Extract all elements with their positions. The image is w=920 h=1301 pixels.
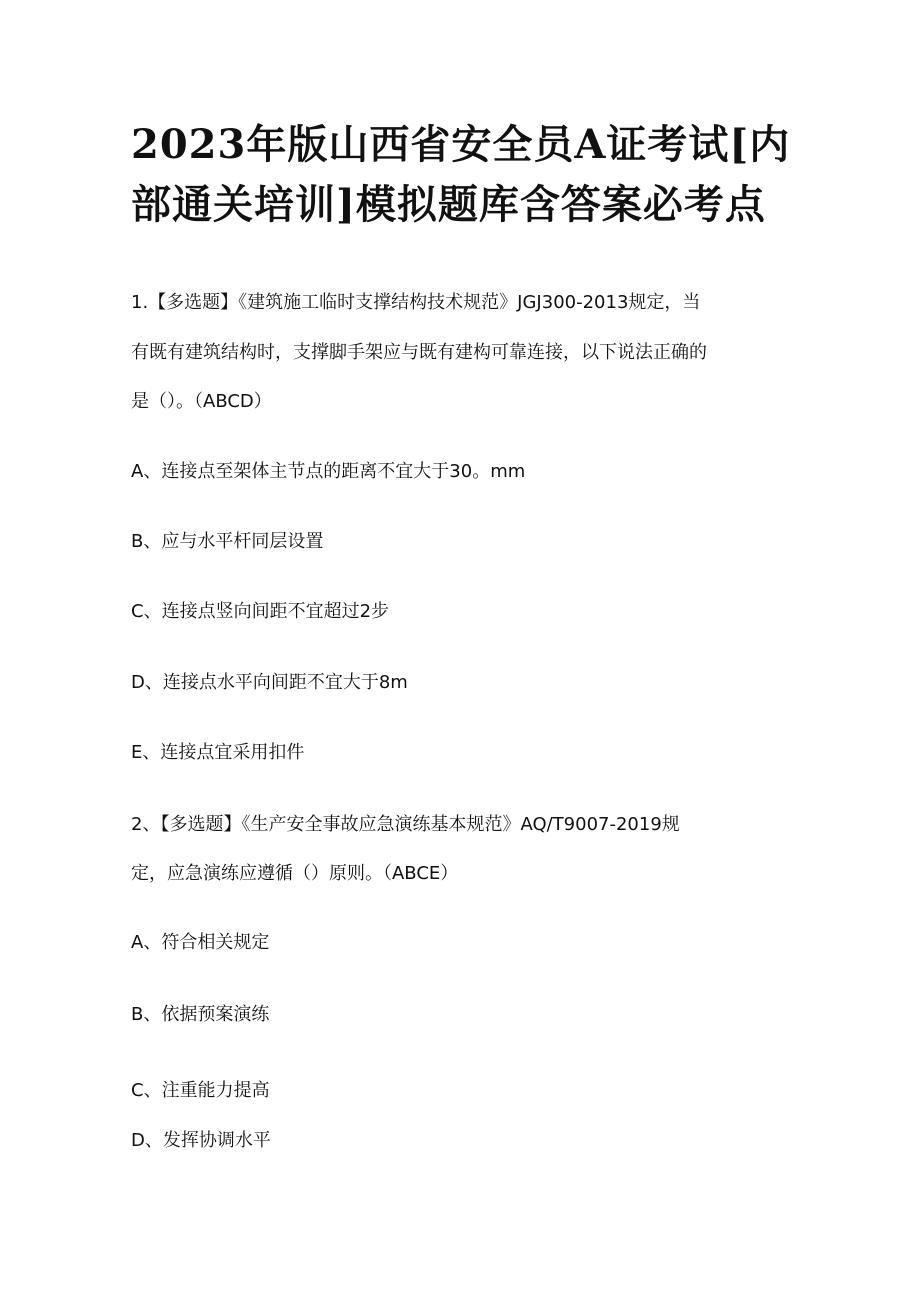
page-title (131, 115, 811, 235)
question-1-text-line-3: 是（）。（ABCD） (131, 391, 272, 412)
question-2-option-d: D、发挥协调水平 (131, 1130, 271, 1151)
question-2-text-line-1: 2、【多选题】《生产安全事故应急演练基本规范》AQ/T9007-2019规 (131, 814, 680, 835)
title-line-1: 2023年版山西省安全员A证考试[内 (131, 121, 791, 168)
title-line-2: 部通关培训]模拟题库含答案必考点 (131, 181, 766, 228)
question-2-option-a: A、符合相关规定 (131, 932, 270, 953)
question-1-option-e: E、连接点宜采用扣件 (131, 742, 305, 763)
question-1-option-c: C、连接点竖向间距不宜超过2步 (131, 601, 390, 622)
question-1-text-line-2: 有既有建筑结构时，支撑脚手架应与既有建构可靠连接，以下说法正确的 (131, 342, 707, 363)
question-2-text-line-2: 定，应急演练应遵循（）原则。（ABCE） (131, 863, 459, 884)
question-2-option-c: C、注重能力提高 (131, 1080, 270, 1101)
question-1-option-b: B、应与水平杆同层设置 (131, 531, 324, 552)
question-1-option-d: D、连接点水平向间距不宜大于8m (131, 672, 408, 693)
question-1-option-a: A、连接点至架体主节点的距离不宜大于30。mm (131, 461, 526, 482)
question-1-text-line-1: 1.【多选题】《建筑施工临时支撑结构技术规范》JGJ300-2013规定，当 (131, 292, 701, 313)
question-2-option-b: B、依据预案演练 (131, 1004, 270, 1025)
